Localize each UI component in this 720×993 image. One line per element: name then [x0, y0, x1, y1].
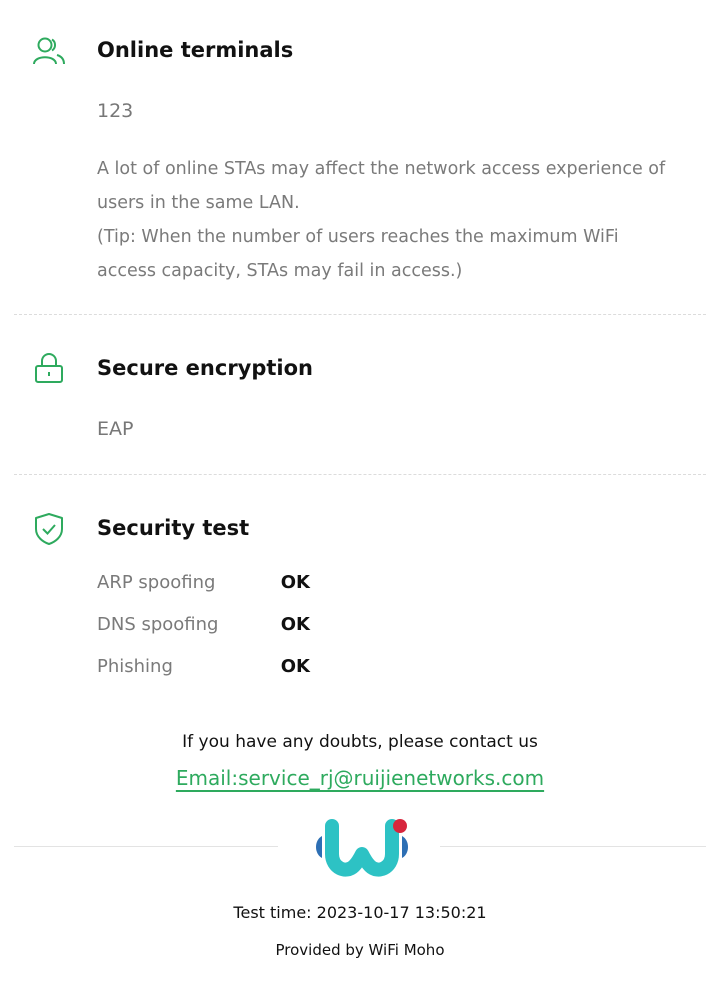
- wifi-moho-logo: [312, 816, 412, 878]
- shield-check-icon: [32, 512, 66, 546]
- contact-text: If you have any doubts, please contact us: [182, 732, 538, 752]
- logo-divider-left: [14, 846, 278, 847]
- section-divider: [14, 474, 706, 475]
- test-label: Phishing: [97, 656, 173, 677]
- provided-by: Provided by WiFi Moho: [275, 941, 445, 959]
- users-icon: [32, 34, 66, 68]
- online-terminals-description: [97, 152, 677, 288]
- test-label: ARP spoofing: [97, 572, 216, 593]
- online-terminals-desc-line2: (Tip: When the number of users reaches the maximum WiFi access capacity, STAs may fail in access.): [97, 227, 619, 281]
- test-time: Test time: 2023-10-17 13:50:21: [233, 903, 487, 922]
- test-status: OK: [280, 572, 310, 593]
- lock-icon: [32, 352, 66, 386]
- logo-divider-right: [440, 846, 706, 847]
- encryption-type: EAP: [97, 418, 134, 440]
- test-row-phishing: [97, 656, 310, 677]
- test-row-dns: [97, 614, 310, 635]
- email-link[interactable]: Email:service_rj@ruijienetworks.com: [175, 766, 545, 790]
- test-status: OK: [280, 656, 310, 677]
- test-row-arp: [97, 572, 310, 593]
- online-terminals-count: 123: [97, 100, 134, 122]
- online-terminals-title: Online terminals: [97, 38, 294, 62]
- secure-encryption-title: Secure encryption: [97, 356, 314, 380]
- test-label: DNS spoofing: [97, 614, 219, 635]
- section-divider: [14, 314, 706, 315]
- test-status: OK: [280, 614, 310, 635]
- online-terminals-desc-line1: A lot of online STAs may affect the network access experience of users in the same LAN.: [97, 159, 666, 213]
- security-test-title: Security test: [97, 516, 250, 540]
